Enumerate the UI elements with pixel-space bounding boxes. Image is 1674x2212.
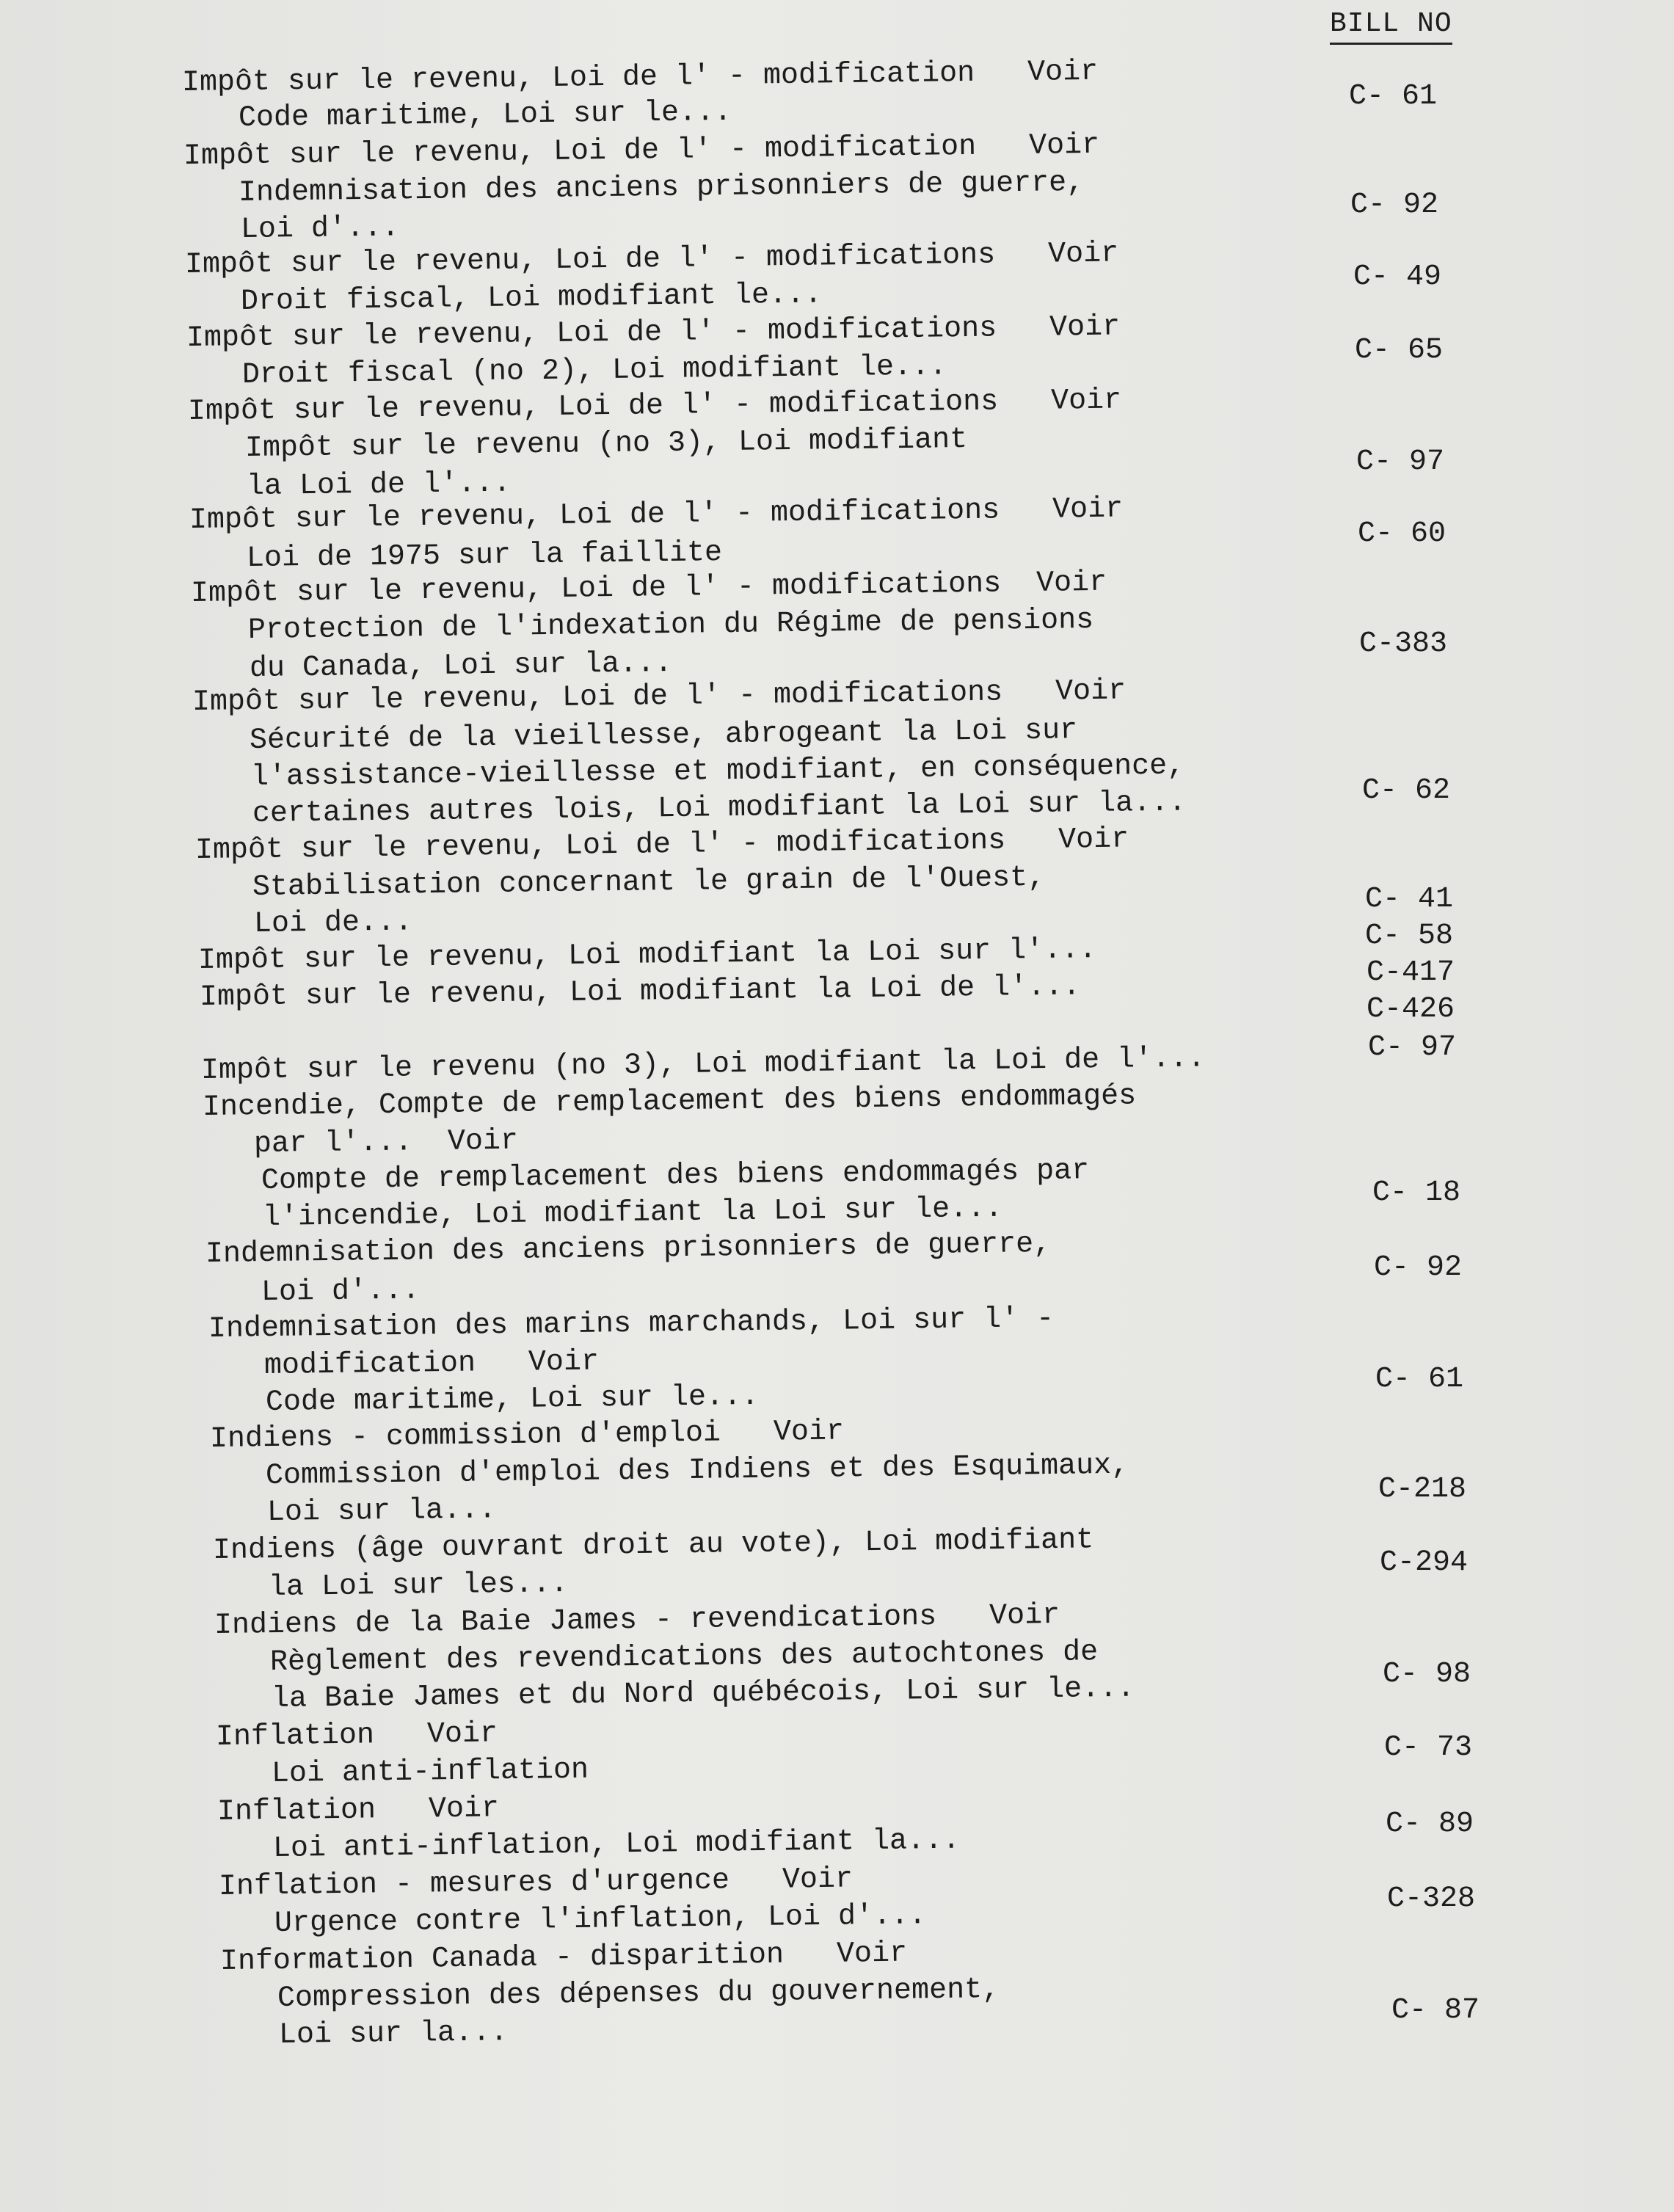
entry-subline: Droit fiscal, Loi modifiant le... bbox=[240, 278, 823, 319]
entry-heading: Information Canada - disparition Voir bbox=[219, 1937, 908, 1979]
bill-number: C- 18 bbox=[1372, 1176, 1461, 1209]
entry-subline: Protection de l'indexation du Régime de pensions bbox=[247, 603, 1094, 647]
entry-heading: Inflation Voir bbox=[216, 1792, 500, 1829]
bill-number: C- 87 bbox=[1391, 1994, 1480, 2027]
bill-number: C- 73 bbox=[1384, 1731, 1473, 1764]
entry-subline: l'incendie, Loi modifiant la Loi sur le... bbox=[262, 1192, 1003, 1234]
entry-heading: Indiens de la Baie James - revendications Voir bbox=[214, 1598, 1060, 1642]
entry-subline: Loi sur la... bbox=[278, 2016, 509, 2052]
entry-heading: Indiens - commission d'emploi Voir bbox=[209, 1415, 845, 1456]
entry-subline: l'assistance-vieillesse et modifiant, en conséquence, bbox=[250, 749, 1185, 794]
entry-heading: Impôt sur le revenu, Loi de l' - modification Voir bbox=[183, 128, 1100, 173]
entry-heading: Incendie, Compte de remplacement des biens endommagés bbox=[202, 1080, 1137, 1124]
entry-subline: Loi sur la... bbox=[266, 1494, 497, 1529]
entry-heading: Impôt sur le revenu, Loi de l' - modifications Voir bbox=[190, 566, 1107, 611]
entry-subline: Commission d'emploi des Indiens et des Esquimaux, bbox=[265, 1449, 1129, 1493]
entry-subline: modification Voir bbox=[263, 1345, 600, 1383]
entry-subline: Loi d'... bbox=[261, 1274, 421, 1309]
entry-subline: Impôt sur le revenu (no 3), Loi modifiant bbox=[244, 423, 968, 465]
bill-number: C- 92 bbox=[1350, 189, 1439, 222]
bill-number: C-383 bbox=[1359, 627, 1448, 661]
bill-number: C-294 bbox=[1380, 1546, 1469, 1579]
bill-number: C- 89 bbox=[1386, 1808, 1474, 1841]
entry-subline: Loi anti-inflation bbox=[271, 1753, 589, 1791]
entry-heading: Impôt sur le revenu, Loi de l' - modifications Voir bbox=[187, 384, 1122, 429]
entry-subline: Indemnisation des anciens prisonniers de guerre, bbox=[238, 166, 1085, 210]
entry-heading: Indemnisation des anciens prisonniers de guerre, bbox=[205, 1227, 1052, 1271]
entry-heading: Inflation - mesures d'urgence Voir bbox=[218, 1863, 854, 1904]
entry-subline: Compression des dépenses du gouvernement, bbox=[277, 1973, 1000, 2015]
bill-number: C- 65 bbox=[1355, 334, 1444, 367]
bill-number: C- 97 bbox=[1356, 445, 1445, 479]
bill-number: C- 61 bbox=[1375, 1363, 1464, 1396]
bill-number: C- 92 bbox=[1374, 1251, 1463, 1284]
bill-number: C- 98 bbox=[1383, 1658, 1471, 1691]
bill-number: C-417 bbox=[1367, 956, 1455, 989]
entry-heading: Impôt sur le revenu, Loi de l' - modifications Voir bbox=[184, 237, 1119, 282]
entry-subline: Code maritime, Loi sur le... bbox=[238, 95, 732, 135]
entry-subline: Loi anti-inflation, Loi modifiant la... bbox=[272, 1824, 961, 1866]
bill-number: C- 61 bbox=[1349, 80, 1438, 113]
entry-subline: Urgence contre l'inflation, Loi d'... bbox=[274, 1899, 927, 1940]
entry-heading: Impôt sur le revenu (no 3), Loi modifiant la Loi de l'... bbox=[200, 1042, 1206, 1088]
bill-number: C- 41 bbox=[1365, 883, 1454, 916]
entry-subline: la Baie James et du Nord québécois, Loi sur le... bbox=[271, 1672, 1135, 1716]
entry-subline: Règlement des revendications des autochtones de bbox=[269, 1636, 1099, 1679]
entry-heading: Impôt sur le revenu, Loi modifiant la Loi de l'... bbox=[199, 970, 1081, 1014]
entry-subline: Loi de... bbox=[253, 906, 413, 941]
entry-subline: Sécurité de la vieillesse, abrogeant la Loi sur bbox=[249, 714, 1078, 757]
bill-no-header: BILL NO bbox=[1330, 7, 1452, 45]
entry-subline: Compte de remplacement des biens endommagés par bbox=[261, 1154, 1090, 1198]
entry-heading: Indiens (âge ouvrant droit au vote), Loi modifiant bbox=[212, 1524, 1094, 1568]
entry-subline: la Loi de l'... bbox=[246, 467, 512, 503]
entry-heading: Indemnisation des marins marchands, Loi sur l' - bbox=[208, 1302, 1055, 1346]
entry-subline: Stabilisation concernant le grain de l'Ouest, bbox=[252, 861, 1046, 904]
entry-heading: Impôt sur le revenu, Loi de l' - modifications Voir bbox=[189, 492, 1124, 537]
entry-heading: Impôt sur le revenu, Loi modifiant la Loi sur l'... bbox=[197, 934, 1097, 978]
entry-subline: Droit fiscal (no 2), Loi modifiant le... bbox=[241, 350, 947, 392]
bill-number: C- 60 bbox=[1358, 517, 1446, 550]
entry-subline: certaines autres lois, Loi modifiant la Loi sur la... bbox=[252, 786, 1187, 831]
bill-number: C- 49 bbox=[1353, 261, 1442, 294]
bill-number: C-426 bbox=[1367, 993, 1455, 1026]
entry-heading: Impôt sur le revenu, Loi de l' - modifications Voir bbox=[194, 823, 1129, 867]
entry-subline: Loi d'... bbox=[240, 211, 400, 247]
bill-number: C- 62 bbox=[1362, 774, 1451, 807]
entry-heading: Impôt sur le revenu, Loi de l' - modifications Voir bbox=[192, 674, 1127, 719]
entry-heading: Inflation Voir bbox=[215, 1717, 498, 1754]
entry-heading: Impôt sur le revenu, Loi de l' - modifications Voir bbox=[186, 310, 1121, 355]
entry-heading: Impôt sur le revenu, Loi de l' - modification Voir bbox=[181, 55, 1099, 100]
entry-subline: Loi de 1975 sur la faillite bbox=[246, 536, 723, 575]
entry-subline: par l'... Voir bbox=[253, 1124, 519, 1161]
bill-number: C- 58 bbox=[1365, 920, 1454, 953]
entry-subline: Code maritime, Loi sur le... bbox=[265, 1380, 760, 1419]
entry-subline: du Canada, Loi sur la... bbox=[249, 647, 673, 685]
bill-number: C- 97 bbox=[1368, 1031, 1457, 1064]
bill-number: C-328 bbox=[1387, 1882, 1476, 1916]
bill-number: C-218 bbox=[1378, 1473, 1467, 1506]
entry-subline: la Loi sur les... bbox=[268, 1568, 569, 1604]
